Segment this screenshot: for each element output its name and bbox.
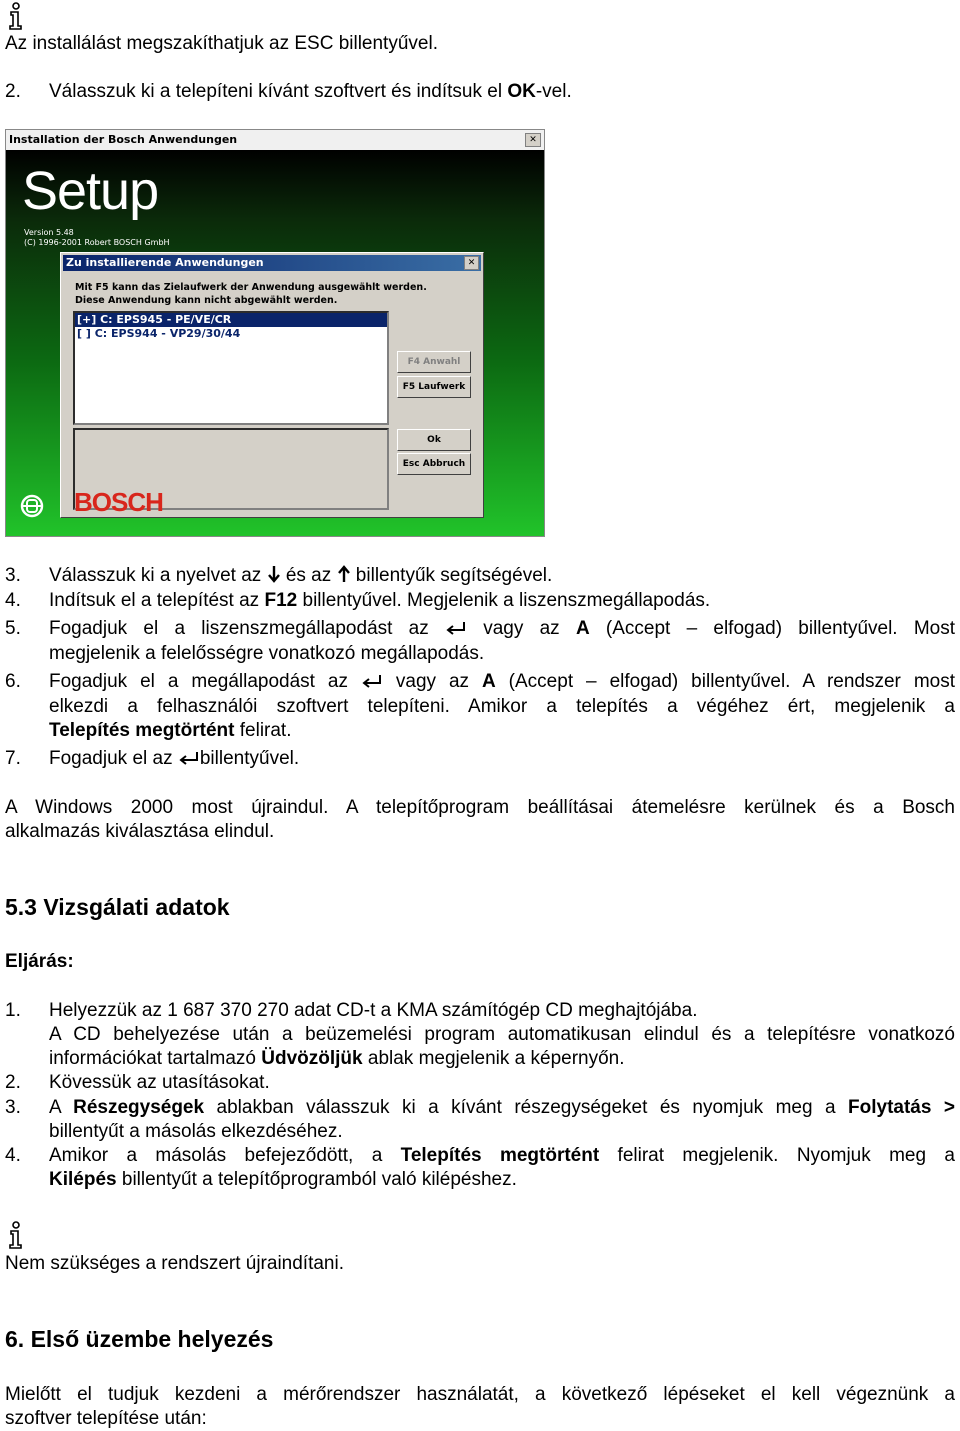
- proc-3-line-1: A Részegységek ablakban válasszuk ki a kívánt részegységeket és nyomjuk meg a Folytatás >: [49, 1097, 955, 1118]
- ok-button[interactable]: Ok: [397, 429, 471, 451]
- info-icon: [5, 2, 27, 30]
- window-titlebar: [6, 130, 544, 150]
- restart-line-2: alkalmazás kiválasztása elindul.: [5, 821, 275, 842]
- setup-title: Setup: [22, 161, 159, 221]
- proc-3-line-2: billentyűt a másolás elkezdéséhez.: [49, 1121, 343, 1142]
- enter-key-icon: [178, 750, 200, 766]
- version-info: Version 5.48 (C) 1996-2001 Robert BOSCH GmbH: [24, 228, 170, 247]
- step-number: 2.: [5, 1072, 21, 1093]
- step-number: 7.: [5, 748, 21, 769]
- intro-text: Az installálást megszakíthatjuk az ESC billentyűvel.: [5, 33, 438, 54]
- step-3-text: Válasszuk ki a nyelvet az és az billentyűk segítségével.: [49, 565, 553, 586]
- proc-2-text: Kövessük az utasításokat.: [49, 1072, 270, 1093]
- list-item[interactable]: [ ] C: EPS944 - VP29/30/44: [77, 327, 241, 340]
- dialog-message: Mit F5 kann das Zielaufwerk der Anwendung ausgewählt werden. Diese Anwendung kann nicht abgewählt werden.: [75, 282, 427, 306]
- step-5-line-2: megjelenik a felelősségre vonatkozó megállapodás.: [49, 643, 485, 664]
- step-number: 6.: [5, 671, 21, 692]
- step-7-text: Fogadjuk el az billentyűvel.: [49, 748, 300, 769]
- step-4-text: Indítsuk el a telepítést az F12 billentyűvel. Megjelenik a liszenszmegállapodás.: [49, 590, 711, 611]
- setup-screenshot: [5, 129, 545, 537]
- final-line-2: szoftver telepítése után:: [5, 1408, 207, 1429]
- step-number: 3.: [5, 565, 21, 586]
- step-number: 2.: [5, 81, 21, 102]
- step-2-text: Válasszuk ki a telepíteni kívánt szoftvert és indítsuk el OK-vel.: [49, 81, 572, 102]
- step-6-line-2: elkezdi a felhasználói szoftvert telepíteni. Amikor a telepítés a végéhez ért, megjelenik a: [49, 696, 955, 717]
- list-item[interactable]: [+] C: EPS945 - PE/VE/CR: [75, 313, 387, 327]
- close-icon[interactable]: ✕: [525, 133, 541, 147]
- application-list[interactable]: [73, 311, 389, 425]
- section-heading: 6. Első üzembe helyezés: [5, 1326, 274, 1352]
- step-5-line-1: Fogadjuk el a liszenszmegállapodást az vagy az A (Accept – elfogad) billentyűvel. Most: [49, 618, 955, 639]
- f5-drive-button[interactable]: F5 Laufwerk: [397, 376, 471, 398]
- step-number: 1.: [5, 1000, 21, 1021]
- dialog-title: Zu installierende Anwendungen: [66, 256, 264, 269]
- step-number: 4.: [5, 590, 21, 611]
- step-number: 3.: [5, 1097, 21, 1118]
- dialog-titlebar: [63, 255, 481, 271]
- section-heading: 5.3 Vizsgálati adatok: [5, 894, 230, 920]
- install-dialog: [60, 252, 484, 518]
- proc-1-line-1: Helyezzük az 1 687 370 270 adat CD-t a KMA számítógép CD meghajtójába.: [49, 1000, 698, 1021]
- proc-1-line-2: A CD behelyezése után a beüzemelési program automatikusan elindul és a telepítésre vonatkozó: [49, 1024, 955, 1045]
- step-6-line-3: Telepítés megtörtént felirat.: [49, 720, 292, 741]
- procedure-label: Eljárás:: [5, 951, 74, 972]
- bosch-logo-icon: [20, 494, 44, 518]
- arrow-down-icon: [267, 565, 281, 583]
- window-title: Installation der Bosch Anwendungen: [9, 133, 238, 146]
- esc-cancel-button[interactable]: Esc Abbruch: [397, 453, 471, 475]
- restart-line-1: A Windows 2000 most újraindul. A telepítőprogram beállításai átemelésre kerülnek és a Bosch: [5, 797, 955, 818]
- proc-4-line-2: Kilépés billentyűt a telepítőprogramból való kilépéshez.: [49, 1169, 517, 1190]
- proc-1-line-3: információkat tartalmazó Üdvözöljük ablak megjelenik a képernyőn.: [49, 1048, 625, 1069]
- step-number: 5.: [5, 618, 21, 639]
- enter-key-icon: [445, 620, 467, 636]
- f4-select-button[interactable]: F4 Anwahl: [397, 351, 471, 373]
- dialog-close-icon[interactable]: ✕: [464, 256, 479, 270]
- proc-4-line-1: Amikor a másolás befejeződött, a Telepítés megtörtént felirat megjelenik. Nyomjuk meg a: [49, 1145, 955, 1166]
- enter-key-icon: [361, 673, 383, 689]
- arrow-up-icon: [337, 565, 351, 583]
- step-number: 4.: [5, 1145, 21, 1166]
- step-6-line-1: Fogadjuk el a megállapodást az vagy az A (Accept – elfogad) billentyűvel. A rendszer most: [49, 671, 955, 692]
- final-line-1: Mielőtt el tudjuk kezdeni a mérőrendszer használatát, a következő lépéseket el kell végeznünk a: [5, 1384, 955, 1405]
- note-text: Nem szükséges a rendszert újraindítani.: [5, 1253, 344, 1274]
- info-icon: [5, 1221, 27, 1249]
- bosch-brand: BOSCH: [74, 487, 163, 517]
